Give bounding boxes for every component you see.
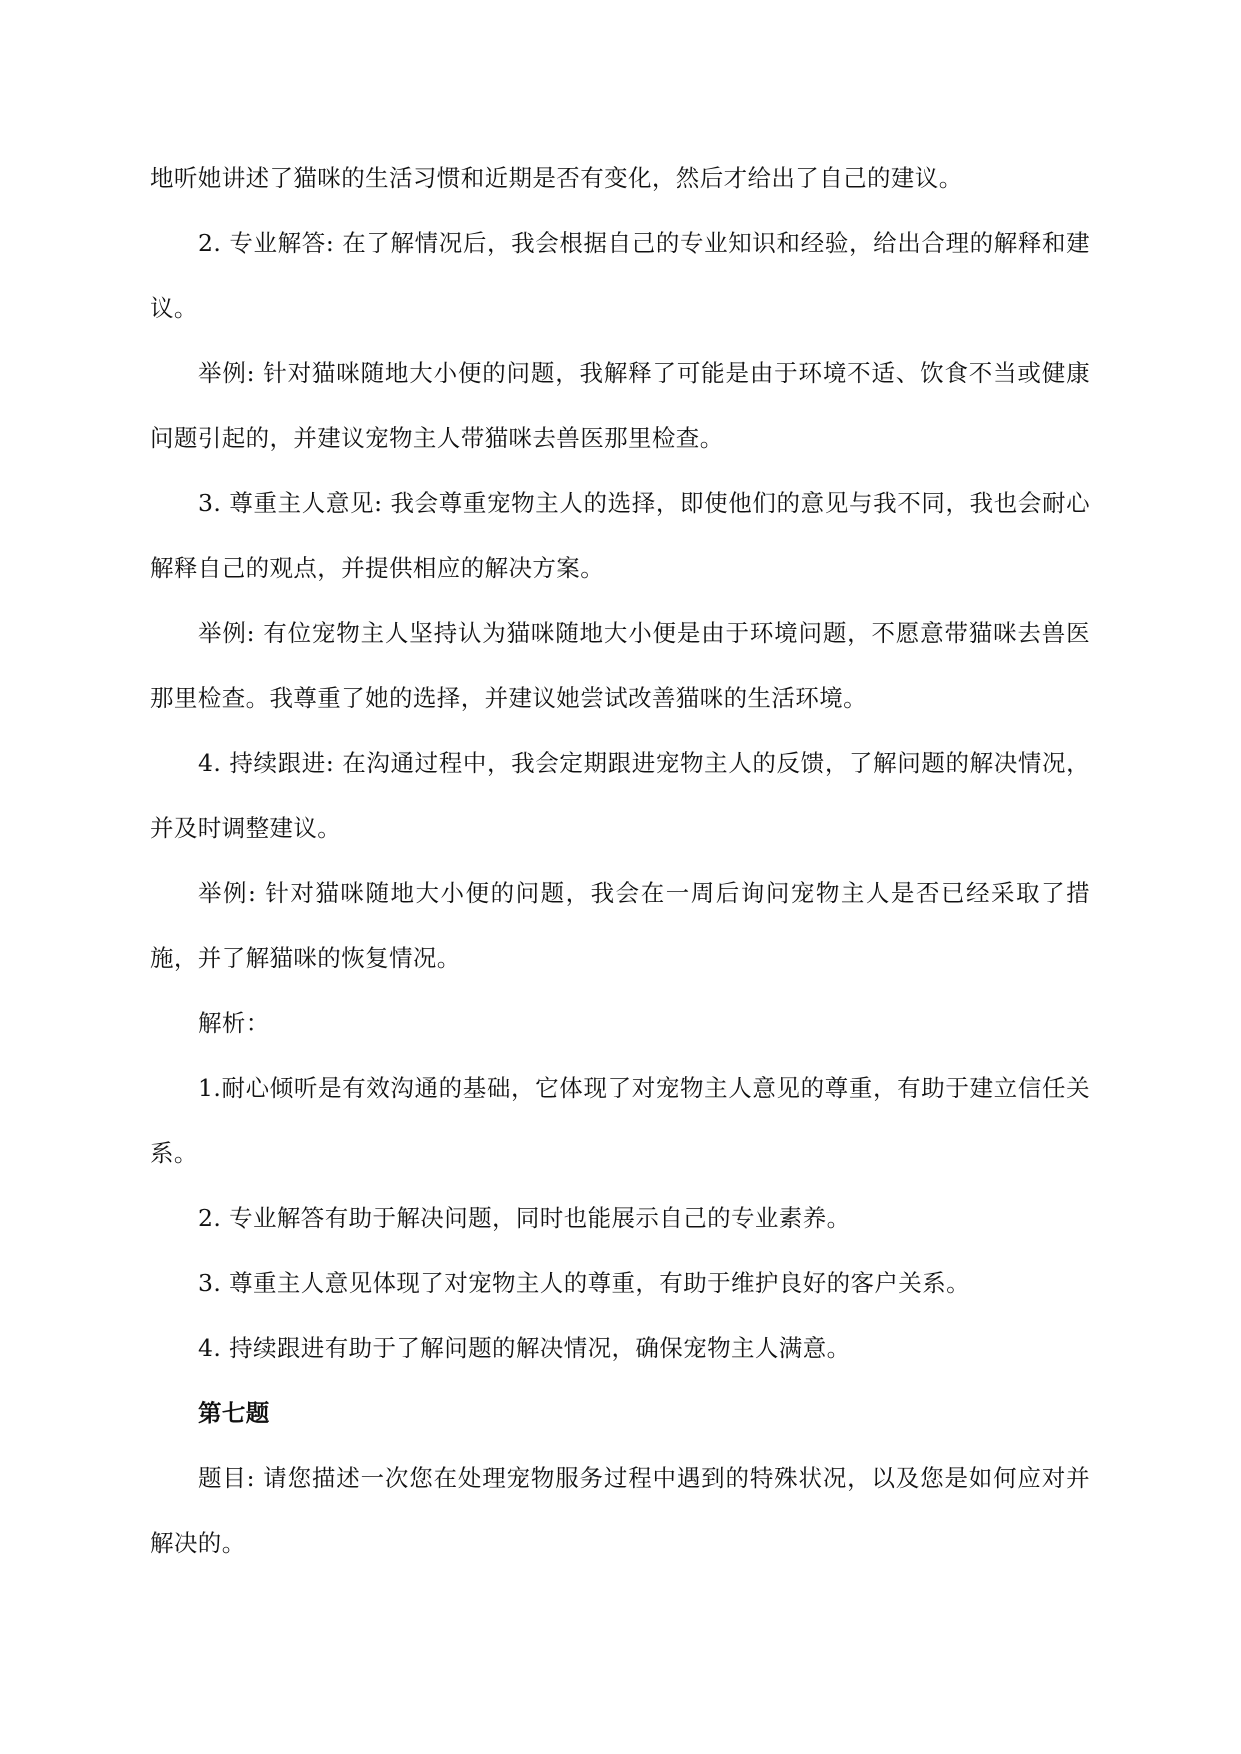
- analysis-item-3: 3. 尊重主人意见体现了对宠物主人的尊重，有助于维护良好的客户关系。: [198, 1269, 970, 1297]
- analysis-item-2: 2. 专业解答有助于解决问题，同时也能展示自己的专业素养。: [198, 1204, 851, 1232]
- paragraph-example-2: 举例: 针对猫咪随地大小便的问题，我解释了可能是由于环境不适、饮食不当或健康问题引起的，并建议宠物主人带猫咪去兽医那里检查。: [150, 359, 1090, 452]
- analysis-item-1: 1.耐心倾听是有效沟通的基础，它体现了对宠物主人意见的尊重，有助于建立信任关系。: [150, 1074, 1090, 1167]
- question-7-prompt: 题目: 请您描述一次您在处理宠物服务过程中遇到的特殊状况，以及您是如何应对并解决的。: [150, 1464, 1090, 1557]
- paragraph-continuation: 地听她讲述了猫咪的生活习惯和近期是否有变化，然后才给出了自己的建议。: [150, 164, 963, 192]
- paragraph-example-4: 举例: 针对猫咪随地大小便的问题，我会在一周后询问宠物主人是否已经采取了措施，并了解猫咪的恢复情况。: [150, 879, 1090, 972]
- paragraph-point-2: 2. 专业解答: 在了解情况后，我会根据自己的专业知识和经验，给出合理的解释和建议。: [150, 229, 1090, 322]
- question-7-heading: 第七题: [198, 1399, 270, 1427]
- analysis-item-4: 4. 持续跟进有助于了解问题的解决情况，确保宠物主人满意。: [198, 1334, 851, 1362]
- paragraph-example-3: 举例: 有位宠物主人坚持认为猫咪随地大小便是由于环境问题，不愿意带猫咪去兽医那里检查。我尊重了她的选择，并建议她尝试改善猫咪的生活环境。: [150, 619, 1090, 712]
- paragraph-point-3: 3. 尊重主人意见: 我会尊重宠物主人的选择，即使他们的意见与我不同，我也会耐心解释自己的观点，并提供相应的解决方案。: [150, 489, 1090, 582]
- paragraph-point-4: 4. 持续跟进: 在沟通过程中，我会定期跟进宠物主人的反馈，了解问题的解决情况，并及时调整建议。: [150, 749, 1090, 842]
- document-body: [150, 146, 1090, 1576]
- analysis-heading: 解析：: [198, 1009, 270, 1037]
